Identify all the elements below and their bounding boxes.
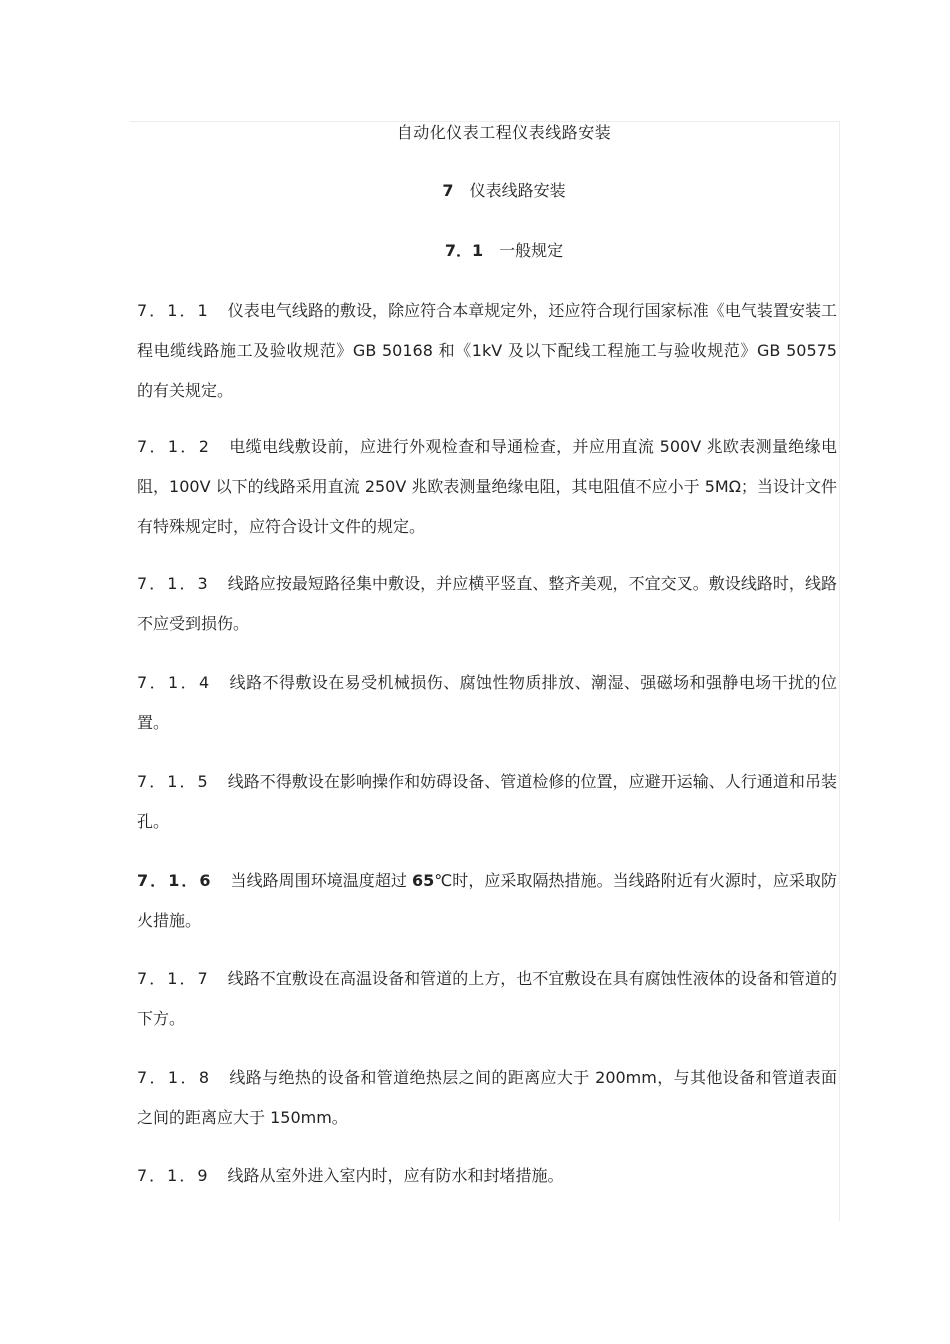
clause-7-1-9 bbox=[137, 1156, 837, 1196]
chapter-title: 仪表线路安装 bbox=[469, 181, 566, 200]
clause-text: 线路应按最短路径集中敷设，并应横平竖直、整齐美观，不宜交叉。敷设线路时，线路不应受到损伤。 bbox=[137, 574, 837, 633]
clause-7-1-5 bbox=[137, 762, 837, 842]
clause-text: 仪表电气线路的敷设，除应符合本章规定外，还应符合现行国家标准《电气装置安装工程电缆线路施工及验收规范》GB 50168 和《1kV 及以下配线工程施工与验收规范》GB 50575 的有关规定。 bbox=[137, 301, 837, 400]
clause-text: 线路不得敷设在易受机械损伤、腐蚀性物质排放、潮湿、强磁场和强静电场干扰的位置。 bbox=[137, 673, 837, 732]
clause-7-1-6 bbox=[137, 861, 837, 941]
clause-text: 线路不宜敷设在高温设备和管道的上方，也不宜敷设在具有腐蚀性液体的设备和管道的下方。 bbox=[137, 969, 837, 1028]
page-border-right bbox=[839, 121, 840, 1221]
section-heading bbox=[0, 238, 950, 261]
clause-7-1-4 bbox=[137, 663, 837, 743]
clause-emphasis: 65 bbox=[412, 871, 435, 890]
clause-7-1-1 bbox=[137, 291, 837, 411]
clause-text-before: 当线路周围环境温度超过 bbox=[230, 871, 413, 890]
chapter-number: 7 bbox=[442, 181, 454, 200]
clause-text: 线路不得敷设在影响操作和妨碍设备、管道检修的位置，应避开运输、人行通道和吊装孔。 bbox=[137, 772, 837, 831]
document-title: 自动化仪表工程仪表线路安装 bbox=[396, 123, 612, 142]
clause-number: 7．1．7 bbox=[137, 969, 210, 988]
chapter-heading bbox=[0, 178, 950, 201]
clause-7-1-8 bbox=[137, 1058, 837, 1138]
clause-text: 线路从室外进入室内时，应有防水和封堵措施。 bbox=[227, 1166, 564, 1185]
clause-number: 7．1．4 bbox=[137, 673, 212, 692]
clause-7-1-3 bbox=[137, 564, 837, 644]
clause-number: 7．1．2 bbox=[137, 437, 211, 456]
clause-number: 7．1．8 bbox=[137, 1068, 212, 1087]
clause-number: 7．1．9 bbox=[137, 1166, 210, 1185]
clause-7-1-7 bbox=[137, 959, 837, 1039]
section-title: 一般规定 bbox=[499, 241, 564, 260]
clause-number: 7．1．5 bbox=[137, 772, 210, 791]
section-number: 7．1 bbox=[444, 241, 484, 260]
clause-number: 7．1．6 bbox=[137, 871, 213, 890]
clause-number: 7．1．3 bbox=[137, 574, 210, 593]
clause-number: 7．1．1 bbox=[137, 301, 210, 320]
clause-text: 线路与绝热的设备和管道绝热层之间的距离应大于 200mm，与其他设备和管道表面之间的距离应大于 150mm。 bbox=[137, 1068, 837, 1127]
clause-text: 电缆电线敷设前，应进行外观检查和导通检查，并应用直流 500V 兆欧表测量绝缘电阻，100V 以下的线路采用直流 250V 兆欧表测量绝缘电阻，其电阻值不应小于 5MΩ；当设计文件有特殊规定时，应符合设计文件的规定。 bbox=[137, 437, 837, 536]
clause-7-1-2 bbox=[137, 427, 837, 547]
clause-text-after: ℃时，应采取隔热措施。当线路附近有火源时，应采取防火措施。 bbox=[137, 871, 837, 930]
